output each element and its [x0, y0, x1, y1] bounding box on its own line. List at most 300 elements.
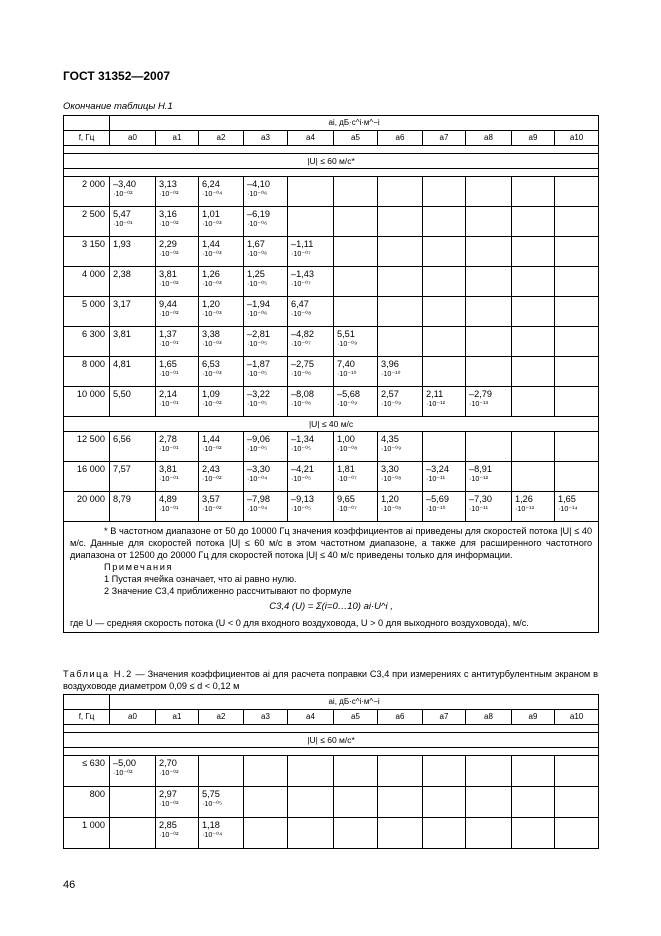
coefficient-cell: [378, 387, 423, 417]
coefficient-cell: [156, 462, 199, 492]
column-header: a8: [466, 131, 512, 146]
coefficient-cell: [555, 492, 599, 522]
coefficient-cell: [423, 787, 466, 818]
condition-cell: |U| ≤ 60 м/с*: [64, 154, 599, 169]
coefficient-cell: [423, 177, 466, 207]
coefficient-cell: [199, 327, 244, 357]
coefficient-exponent: ·10⁻⁰⁵: [247, 339, 268, 348]
coefficient-cell: [334, 357, 378, 387]
coefficient-mantissa: 1,44: [202, 434, 220, 444]
coefficient-cell: [334, 237, 378, 267]
coefficient-cell: [156, 237, 199, 267]
coefficient-mantissa: 1,65: [159, 359, 177, 369]
table-row: [64, 177, 599, 207]
coefficient-mantissa: 1,00: [337, 434, 355, 444]
coefficient-cell: [512, 756, 555, 787]
coefficient-cell: [244, 818, 288, 849]
coefficient-cell: [423, 756, 466, 787]
frequency-cell: 2 500: [64, 207, 110, 237]
coefficient-exponent: ·10⁻⁰²: [159, 830, 179, 839]
coefficient-mantissa: –8,08: [291, 389, 314, 399]
spacer-cell: [64, 169, 599, 177]
coefficient-cell: [334, 492, 378, 522]
coefficient-cell: [423, 492, 466, 522]
coefficient-mantissa: 4,35: [381, 434, 399, 444]
coefficient-cell: [555, 818, 599, 849]
coefficient-mantissa: –9,13: [291, 494, 314, 504]
coefficient-cell: [512, 267, 555, 297]
spacer-row: [64, 169, 599, 177]
coefficient-exponent: ·10⁻⁰⁹: [337, 399, 358, 408]
coefficient-cell: [555, 432, 599, 462]
coefficient-cell: [156, 357, 199, 387]
coefficient-cell: [378, 756, 423, 787]
coefficient-exponent: ·10⁻⁰⁹: [337, 339, 358, 348]
coefficient-exponent: ·10⁻⁰⁷: [337, 474, 357, 483]
column-header: a1: [156, 710, 199, 725]
coefficient-cell: [512, 387, 555, 417]
coefficient-exponent: ·10⁻⁰²: [159, 309, 179, 318]
coefficient-cell: [466, 756, 512, 787]
coefficient-exponent: ·10⁻⁰⁶: [247, 189, 268, 198]
coefficient-mantissa: 1,44: [202, 239, 220, 249]
coefficient-cell: [466, 492, 512, 522]
coefficient-cell: [334, 177, 378, 207]
coefficient-mantissa: –3,22: [247, 389, 270, 399]
coefficient-cell: [156, 387, 199, 417]
coefficient-cell: [555, 357, 599, 387]
coefficient-mantissa: 3,30: [381, 464, 399, 474]
coefficient-exponent: ·10⁻⁰²: [202, 399, 222, 408]
coefficient-cell: [555, 237, 599, 267]
unit-header-row: [64, 695, 599, 710]
coefficient-mantissa: –3,24: [426, 464, 449, 474]
coefficient-cell: [466, 387, 512, 417]
coefficient-cell: [199, 237, 244, 267]
coefficient-cell: [288, 387, 334, 417]
coefficient-mantissa: 7,57: [113, 464, 131, 474]
coefficient-cell: [466, 787, 512, 818]
coefficient-cell: [110, 432, 156, 462]
coefficient-cell: [512, 207, 555, 237]
coefficient-exponent: ·10⁻⁰³: [202, 309, 222, 318]
coefficient-cell: [110, 462, 156, 492]
coefficient-cell: [512, 327, 555, 357]
table-row: [64, 357, 599, 387]
coefficient-cell: [199, 357, 244, 387]
condition-row: [64, 733, 599, 748]
coefficient-cell: [334, 267, 378, 297]
coefficient-cell: [378, 267, 423, 297]
coefficient-exponent: ·10⁻⁰¹: [159, 339, 179, 348]
coefficient-cell: [466, 432, 512, 462]
coefficient-cell: [334, 387, 378, 417]
coefficient-cell: [378, 818, 423, 849]
coefficient-cell: [466, 357, 512, 387]
coefficient-cell: [156, 207, 199, 237]
coefficient-mantissa: 5,51: [337, 329, 355, 339]
coefficient-cell: [334, 297, 378, 327]
coefficient-mantissa: 5,50: [113, 389, 131, 399]
coefficient-mantissa: –4,82: [291, 329, 314, 339]
frequency-cell: 10 000: [64, 387, 110, 417]
coefficient-mantissa: 5,75: [202, 789, 220, 799]
coefficient-cell: [512, 237, 555, 267]
coefficient-mantissa: –3,30: [247, 464, 270, 474]
footnote-text: * В частотном диапазоне от 50 до 10000 Гц значения коэффициентов ai приведены для скоростей потока |U| ≤ 40 м/с. Данные для скоростей потока |U| ≤ 60 м/с в этом частотном диапазоне, а также для расширенного частотного диапазона от 12500 до 20000 Гц для скоростей потока |U| ≤ 40 м/с приведены только для информации.: [70, 526, 593, 560]
column-header: f, Гц: [64, 710, 110, 725]
coefficient-cell: [466, 177, 512, 207]
coefficient-mantissa: 1,01: [202, 209, 220, 219]
coefficient-cell: [512, 787, 555, 818]
coefficient-cell: [555, 756, 599, 787]
coefficient-mantissa: 9,44: [159, 299, 177, 309]
column-header: a3: [244, 131, 288, 146]
coefficient-mantissa: 7,40: [337, 359, 355, 369]
where-text: где U — средняя скорость потока (U < 0 для входного воздуховода, U > 0 для выходного воздуховода), м/с.: [70, 618, 529, 628]
coefficient-cell: [110, 177, 156, 207]
coefficient-cell: [110, 492, 156, 522]
table-row: [64, 787, 599, 818]
coefficient-cell: [423, 327, 466, 357]
coefficient-cell: [334, 207, 378, 237]
unit-header-cell: ai, дБ·с^i·м^−i: [110, 116, 599, 131]
coefficient-cell: [110, 237, 156, 267]
coefficient-cell: [423, 432, 466, 462]
formula: C3,4 (U) = Σ(i=0…10) ai·U^i ,: [269, 601, 393, 612]
coefficient-exponent: ·10⁻¹⁴: [558, 504, 578, 513]
coefficient-exponent: ·10⁻¹²: [426, 399, 445, 408]
coefficient-mantissa: 6,56: [113, 434, 131, 444]
coefficient-exponent: ·10⁻⁰⁵: [291, 444, 312, 453]
column-header-row: [64, 131, 599, 146]
coefficient-cell: [156, 327, 199, 357]
coefficient-cell: [555, 462, 599, 492]
coefficient-mantissa: 1,20: [202, 299, 220, 309]
spacer-cell: [64, 748, 599, 756]
coefficient-mantissa: 3,13: [159, 179, 177, 189]
note-2: 2 Значение C3,4 приближенно рассчитывают по формуле: [104, 586, 352, 596]
coefficient-cell: [110, 327, 156, 357]
coefficient-cell: [244, 207, 288, 237]
coefficient-mantissa: 2,38: [113, 269, 131, 279]
coefficient-cell: [288, 207, 334, 237]
coefficient-cell: [288, 297, 334, 327]
coefficient-cell: [288, 492, 334, 522]
column-header: a1: [156, 131, 199, 146]
coefficient-exponent: ·10⁻⁰¹: [113, 219, 133, 228]
column-header: a6: [378, 131, 423, 146]
table-row: [64, 297, 599, 327]
column-header: a6: [378, 710, 423, 725]
coefficient-mantissa: 5,47: [113, 209, 131, 219]
coefficient-mantissa: 2,11: [426, 389, 444, 399]
table-row: [64, 818, 599, 849]
spacer-cell: [64, 146, 599, 154]
table-row: [64, 327, 599, 357]
column-header-row: [64, 710, 599, 725]
coefficient-cell: [288, 787, 334, 818]
coefficient-mantissa: 2,70: [159, 758, 177, 768]
coefficient-cell: [199, 297, 244, 327]
coefficient-cell: [110, 357, 156, 387]
condition-row: [64, 154, 599, 169]
coefficient-cell: [156, 267, 199, 297]
coefficient-mantissa: 8,79: [113, 494, 131, 504]
coefficient-mantissa: –3,40: [113, 179, 136, 189]
table-h2: [63, 694, 599, 849]
note-1: 1 Пустая ячейка означает, что ai равно нулю.: [104, 574, 297, 584]
coefficient-mantissa: 2,14: [159, 389, 177, 399]
coefficient-cell: [288, 177, 334, 207]
coefficient-cell: [423, 297, 466, 327]
coefficient-cell: [423, 387, 466, 417]
coefficient-cell: [555, 177, 599, 207]
coefficient-cell: [378, 207, 423, 237]
coefficient-exponent: ·10⁻⁰⁵: [291, 504, 312, 513]
coefficient-mantissa: 2,43: [202, 464, 220, 474]
frequency-cell: 16 000: [64, 462, 110, 492]
coefficient-cell: [244, 756, 288, 787]
coefficient-exponent: ·10⁻⁰²: [202, 444, 222, 453]
coefficient-mantissa: 2,29: [159, 239, 177, 249]
coefficient-mantissa: –6,19: [247, 209, 270, 219]
table-row: [64, 267, 599, 297]
coefficient-cell: [288, 462, 334, 492]
coefficient-mantissa: –2,75: [291, 359, 314, 369]
coefficient-mantissa: –1,94: [247, 299, 270, 309]
coefficient-cell: [244, 787, 288, 818]
coefficient-mantissa: –8,91: [469, 464, 492, 474]
coefficient-exponent: ·10⁻⁰⁹: [381, 444, 402, 453]
coefficient-mantissa: 2,78: [159, 434, 177, 444]
coefficient-exponent: ·10⁻¹¹: [469, 504, 488, 513]
coefficient-cell: [466, 297, 512, 327]
coefficient-cell: [244, 432, 288, 462]
coefficient-cell: [156, 756, 199, 787]
coefficient-cell: [423, 357, 466, 387]
coefficient-mantissa: –4,21: [291, 464, 314, 474]
coefficient-cell: [288, 818, 334, 849]
coefficient-exponent: ·10⁻⁰⁶: [247, 219, 268, 228]
column-header: a9: [512, 131, 555, 146]
coefficient-exponent: ·10⁻⁰⁴: [202, 830, 223, 839]
coefficient-cell: [555, 267, 599, 297]
coefficient-mantissa: –2,79: [469, 389, 492, 399]
coefficient-mantissa: 3,16: [159, 209, 177, 219]
table2-caption-text: — Значения коэффициентов ai для расчета поправки C3,4 при измерениях с антитурбулентным экраном в воздуховоде диаметром 0,09 ≤ d < 0,12 м: [63, 669, 598, 691]
coefficient-mantissa: –1,87: [247, 359, 270, 369]
coefficient-exponent: ·10⁻⁰¹: [159, 474, 179, 483]
unit-header-row: [64, 116, 599, 131]
coefficient-mantissa: 2,97: [159, 789, 177, 799]
unit-header-blank: [64, 695, 110, 710]
coefficient-cell: [423, 818, 466, 849]
coefficient-cell: [555, 207, 599, 237]
coefficient-cell: [110, 207, 156, 237]
coefficient-exponent: ·10⁻¹⁰: [337, 369, 357, 378]
table-row: [64, 756, 599, 787]
coefficient-cell: [378, 787, 423, 818]
coefficient-exponent: ·10⁻⁰⁶: [247, 249, 268, 258]
coefficient-cell: [466, 818, 512, 849]
document-id: ГОСТ 31352—2007: [63, 69, 171, 83]
coefficient-cell: [512, 492, 555, 522]
coefficient-exponent: ·10⁻⁰⁷: [337, 504, 357, 513]
table-row: [64, 387, 599, 417]
frequency-cell: 12 500: [64, 432, 110, 462]
coefficient-cell: [199, 492, 244, 522]
coefficient-mantissa: 1,20: [381, 494, 399, 504]
coefficient-exponent: ·10⁻⁰²: [113, 189, 133, 198]
frequency-cell: 6 300: [64, 327, 110, 357]
coefficient-mantissa: –7,30: [469, 494, 492, 504]
coefficient-cell: [334, 756, 378, 787]
coefficient-cell: [423, 267, 466, 297]
coefficient-cell: [244, 357, 288, 387]
coefficient-cell: [334, 818, 378, 849]
coefficient-mantissa: –7,98: [247, 494, 270, 504]
coefficient-cell: [288, 357, 334, 387]
column-header: a2: [199, 131, 244, 146]
coefficient-cell: [110, 787, 156, 818]
coefficient-cell: [244, 237, 288, 267]
coefficient-cell: [466, 267, 512, 297]
coefficient-cell: [110, 267, 156, 297]
coefficient-exponent: ·10⁻⁰²: [159, 279, 179, 288]
coefficient-cell: [466, 207, 512, 237]
coefficient-cell: [199, 387, 244, 417]
column-header: a10: [555, 710, 599, 725]
frequency-cell: 4 000: [64, 267, 110, 297]
coefficient-exponent: ·10⁻⁰¹: [159, 504, 179, 513]
coefficient-exponent: ·10⁻⁰³: [202, 249, 222, 258]
coefficient-cell: [378, 492, 423, 522]
coefficient-cell: [555, 327, 599, 357]
column-header: a5: [334, 710, 378, 725]
coefficient-cell: [156, 818, 199, 849]
coefficient-exponent: ·10⁻¹¹: [426, 474, 445, 483]
coefficient-cell: [378, 432, 423, 462]
coefficient-mantissa: –2,81: [247, 329, 270, 339]
coefficient-exponent: ·10⁻⁰²: [159, 189, 179, 198]
coefficient-exponent: ·10⁻⁰¹: [159, 444, 179, 453]
coefficient-exponent: ·10⁻⁰⁸: [381, 504, 402, 513]
coefficient-cell: [512, 297, 555, 327]
coefficient-cell: [378, 237, 423, 267]
frequency-cell: 3 150: [64, 237, 110, 267]
coefficient-exponent: ·10⁻⁰²: [159, 768, 179, 777]
coefficient-cell: [199, 267, 244, 297]
coefficient-cell: [334, 432, 378, 462]
coefficient-cell: [156, 177, 199, 207]
coefficient-cell: [334, 787, 378, 818]
coefficient-mantissa: 3,17: [113, 299, 131, 309]
coefficient-mantissa: 1,93: [113, 239, 131, 249]
coefficient-exponent: ·10⁻⁰²: [113, 768, 133, 777]
table2-body: [64, 695, 599, 849]
frequency-cell: 1 000: [64, 818, 110, 849]
coefficient-exponent: ·10⁻⁰²: [202, 504, 222, 513]
table2-caption: [63, 668, 598, 692]
coefficient-cell: [199, 432, 244, 462]
coefficient-mantissa: –5,69: [426, 494, 449, 504]
coefficient-mantissa: 3,38: [202, 329, 220, 339]
coefficient-cell: [423, 207, 466, 237]
coefficient-mantissa: 6,53: [202, 359, 220, 369]
coefficient-mantissa: 1,18: [202, 820, 220, 830]
frequency-cell: 20 000: [64, 492, 110, 522]
condition-cell: |U| ≤ 60 м/с*: [64, 733, 599, 748]
column-header: a0: [110, 710, 156, 725]
table-row: [64, 207, 599, 237]
coefficient-mantissa: 3,96: [381, 359, 399, 369]
coefficient-mantissa: –4,10: [247, 179, 270, 189]
coefficient-mantissa: 1,81: [337, 464, 355, 474]
coefficient-mantissa: 1,26: [515, 494, 533, 504]
coefficient-exponent: ·10⁻⁰³: [202, 219, 222, 228]
column-header: a7: [423, 131, 466, 146]
spacer-row: [64, 146, 599, 154]
coefficient-cell: [288, 237, 334, 267]
condition-cell: |U| ≤ 40 м/с: [64, 417, 599, 432]
table-h1: [63, 115, 599, 633]
coefficient-mantissa: 1,26: [202, 269, 220, 279]
spacer-cell: [64, 725, 599, 733]
coefficient-mantissa: –1,34: [291, 434, 314, 444]
coefficient-cell: [244, 327, 288, 357]
coefficient-cell: [555, 387, 599, 417]
coefficient-mantissa: 3,81: [159, 269, 177, 279]
unit-header-cell: ai, дБ·с^i·м^−i: [110, 695, 599, 710]
coefficient-cell: [512, 462, 555, 492]
coefficient-cell: [199, 756, 244, 787]
coefficient-exponent: ·10⁻⁰²: [202, 474, 222, 483]
notes-heading: Примечания: [104, 562, 174, 572]
column-header: a2: [199, 710, 244, 725]
coefficient-exponent: ·10⁻⁰⁷: [291, 279, 311, 288]
coefficient-exponent: ·10⁻⁰⁷: [291, 339, 311, 348]
coefficient-cell: [378, 297, 423, 327]
notes-row: [64, 522, 599, 633]
column-header: a3: [244, 710, 288, 725]
coefficient-mantissa: 1,65: [558, 494, 576, 504]
column-header: a10: [555, 131, 599, 146]
coefficient-cell: [512, 432, 555, 462]
table-row: [64, 462, 599, 492]
unit-header-blank: [64, 116, 110, 131]
coefficient-cell: [244, 297, 288, 327]
frequency-cell: 800: [64, 787, 110, 818]
table-row: [64, 237, 599, 267]
coefficient-exponent: ·10⁻⁰⁶: [291, 369, 312, 378]
table2-caption-lead: Таблица Н.2: [63, 669, 133, 679]
coefficient-cell: [378, 177, 423, 207]
coefficient-cell: [466, 327, 512, 357]
coefficient-mantissa: 1,37: [159, 329, 177, 339]
coefficient-mantissa: –5,68: [337, 389, 360, 399]
coefficient-mantissa: 9,65: [337, 494, 355, 504]
coefficient-exponent: ·10⁻⁰⁵: [291, 474, 312, 483]
coefficient-exponent: ·10⁻⁰¹: [159, 369, 179, 378]
coefficient-mantissa: 6,24: [202, 179, 220, 189]
coefficient-exponent: ·10⁻⁰⁶: [291, 399, 312, 408]
coefficient-exponent: ·10⁻¹²: [469, 474, 488, 483]
coefficient-exponent: ·10⁻⁰⁸: [337, 444, 358, 453]
coefficient-cell: [156, 492, 199, 522]
table-row: [64, 432, 599, 462]
coefficient-exponent: ·10⁻⁰²: [159, 799, 179, 808]
